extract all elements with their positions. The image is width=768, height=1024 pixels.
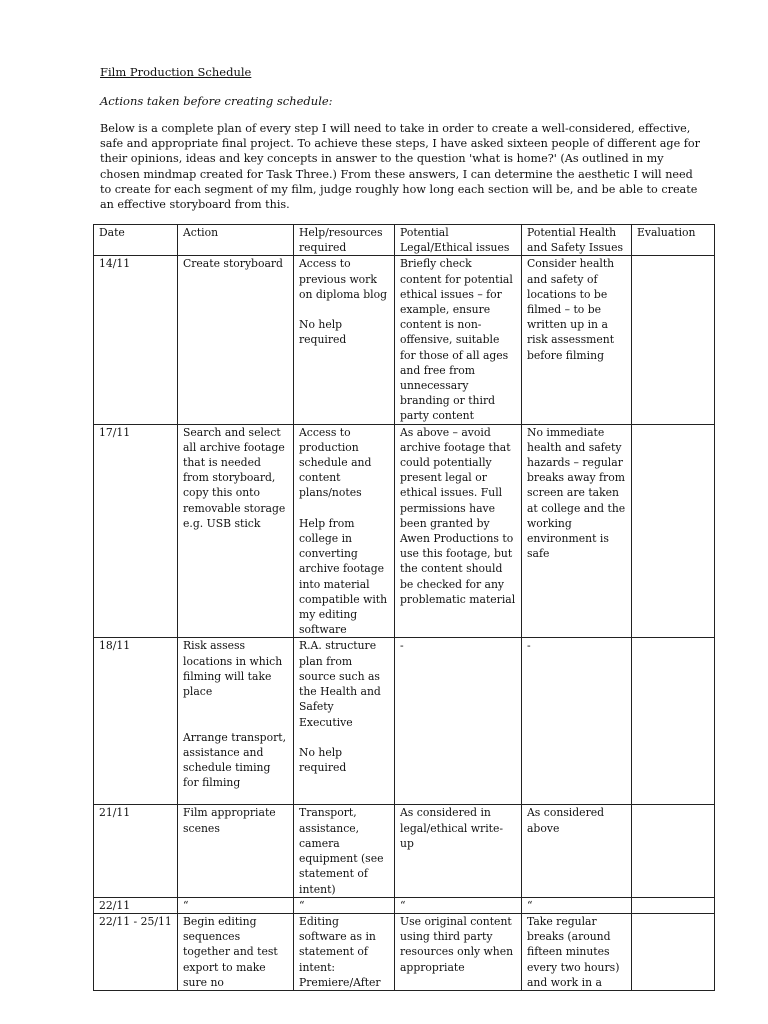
- cell-health: Consider health and safety of locations to be filmed – to be written up in a risk assessment before filming: [522, 256, 632, 424]
- document-subtitle: Actions taken before creating schedule:: [100, 94, 333, 108]
- cell-evaluation: [632, 256, 715, 424]
- cell-evaluation: [632, 805, 715, 897]
- cell-date: 18/11: [94, 638, 178, 805]
- table-row: [94, 256, 715, 424]
- cell-action: Search and select all archive footage that is needed from storyboard, copy this onto removable storage e.g. USB stick: [178, 424, 294, 638]
- cell-date: 22/11: [94, 897, 178, 913]
- cell-evaluation: [632, 897, 715, 913]
- cell-date: 17/11: [94, 424, 178, 638]
- header-help: Help/resources required: [294, 225, 395, 256]
- header-health: Potential Health and Safety Issues: [522, 225, 632, 256]
- header-action: Action: [178, 225, 294, 256]
- cell-evaluation: [632, 638, 715, 805]
- table-row: [94, 805, 715, 897]
- cell-help: “: [294, 897, 395, 913]
- cell-help: Editing software as in statement of intent: Premiere/After: [294, 913, 395, 990]
- cell-evaluation: [632, 424, 715, 638]
- cell-date: 21/11: [94, 805, 178, 897]
- cell-evaluation: [632, 913, 715, 990]
- schedule-table: [93, 224, 715, 991]
- table-header-row: [94, 225, 715, 256]
- header-date: Date: [94, 225, 178, 256]
- cell-action: Film appropriate scenes: [178, 805, 294, 897]
- cell-legal: As above – avoid archive footage that could potentially present legal or ethical issues. Full permissions have been granted by Awen Productions to use this footage, but the content should be checked for any problematic material: [395, 424, 522, 638]
- cell-legal: Use original content using third party resources only when appropriate: [395, 913, 522, 990]
- header-evaluation: Evaluation: [632, 225, 715, 256]
- cell-help: Transport, assistance, camera equipment (see statement of intent): [294, 805, 395, 897]
- cell-action: “: [178, 897, 294, 913]
- cell-action: Risk assess locations in which filming will take place Arrange transport, assistance and schedule timing for filming: [178, 638, 294, 805]
- document-title: Film Production Schedule: [100, 65, 252, 79]
- table-row: [94, 424, 715, 638]
- cell-legal: -: [395, 638, 522, 805]
- cell-help: Access to production schedule and content plans/notes Help from college in converting archive footage into material compatible with my editing software: [294, 424, 395, 638]
- cell-health: Take regular breaks (around fifteen minutes every two hours) and work in a: [522, 913, 632, 990]
- table-row: [94, 638, 715, 805]
- cell-date: 14/11: [94, 256, 178, 424]
- cell-legal: Briefly check content for potential ethical issues – for example, ensure content is non-offensive, suitable for those of all ages and free from unnecessary branding or third party content: [395, 256, 522, 424]
- header-legal: Potential Legal/Ethical issues: [395, 225, 522, 256]
- cell-health: “: [522, 897, 632, 913]
- cell-legal: As considered in legal/ethical write-up: [395, 805, 522, 897]
- cell-health: -: [522, 638, 632, 805]
- table-row: [94, 897, 715, 913]
- cell-action: Create storyboard: [178, 256, 294, 424]
- cell-help: Access to previous work on diploma blog No help required: [294, 256, 395, 424]
- cell-date: 22/11 - 25/11: [94, 913, 178, 990]
- cell-help: R.A. structure plan from source such as the Health and Safety Executive No help required: [294, 638, 395, 805]
- cell-action: Begin editing sequences together and test export to make sure no: [178, 913, 294, 990]
- cell-health: No immediate health and safety hazards – regular breaks away from screen are taken at college and the working environment is safe: [522, 424, 632, 638]
- table-row: [94, 913, 715, 990]
- cell-legal: “: [395, 897, 522, 913]
- cell-health: As considered above: [522, 805, 632, 897]
- intro-paragraph: Below is a complete plan of every step I will need to take in order to create a well-considered, effective, safe and appropriate final project. To achieve these steps, I have asked sixteen people of different age for their opinions, ideas and key concepts in answer to the question 'what is home?' (As outlined in my chosen mindmap created for Task Three.) From these answers, I can determine the aesthetic I will need to create for each segment of my film, judge roughly how long each section will be, and be able to create an effective storyboard from this.: [100, 122, 700, 212]
